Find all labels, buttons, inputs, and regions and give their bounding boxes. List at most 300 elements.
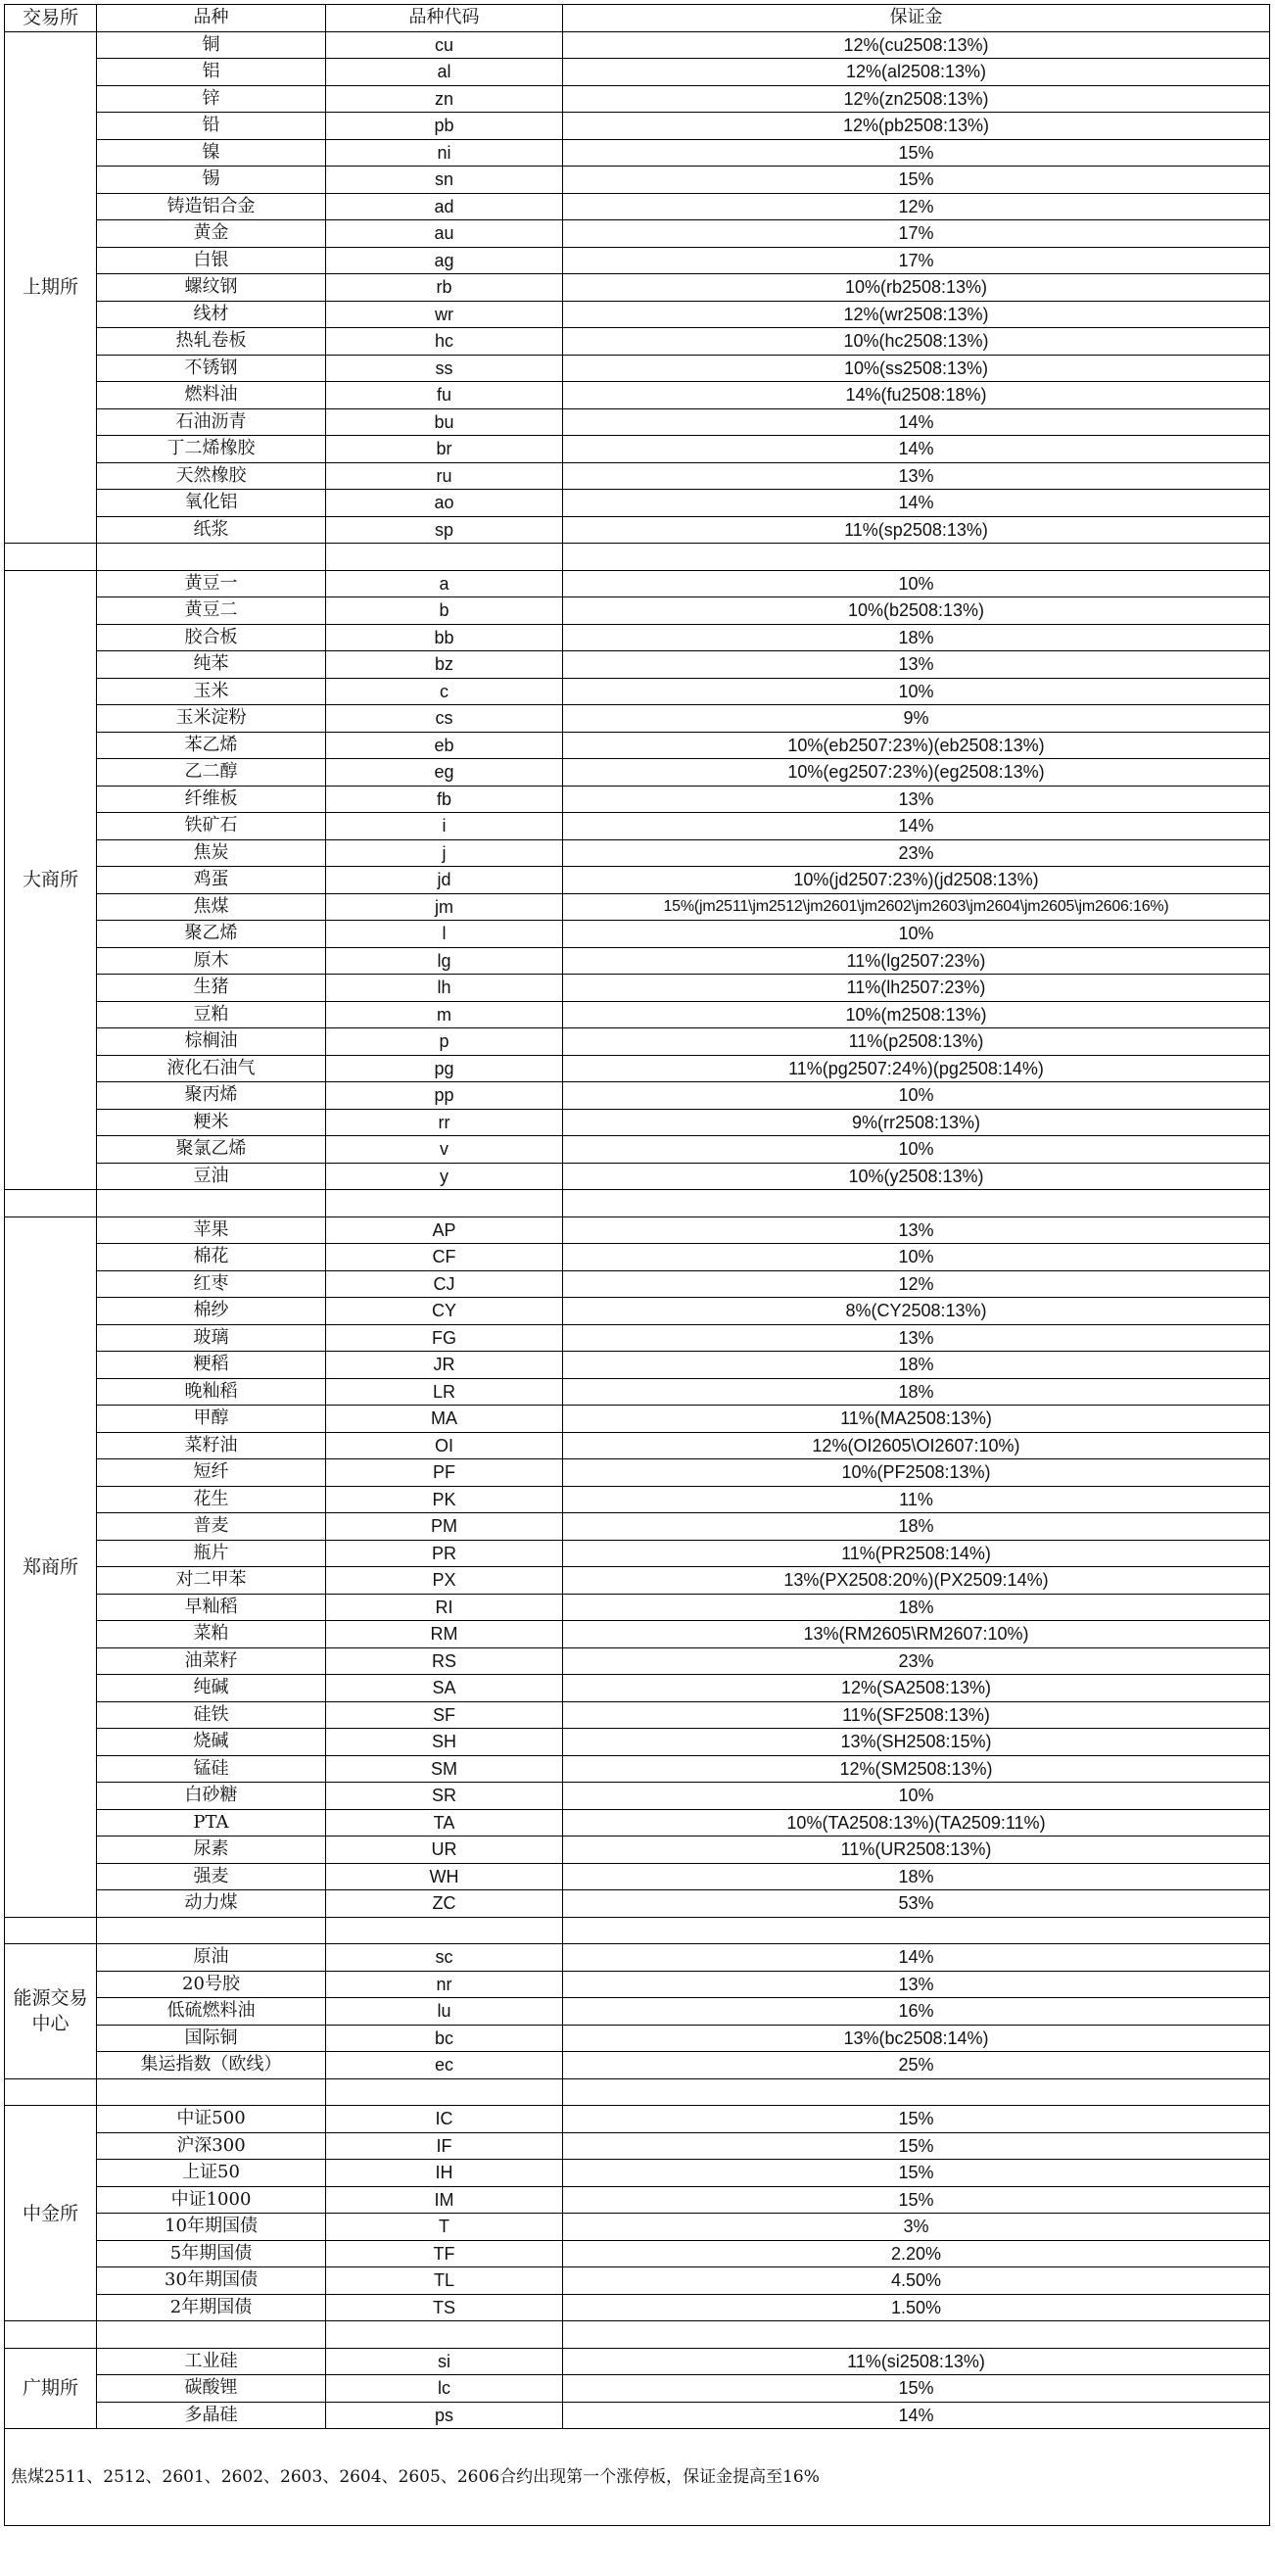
code-cell: lh (326, 975, 563, 1002)
table-row (5, 975, 1270, 1002)
table-row (5, 893, 1270, 921)
product-cell: 30年期国债 (97, 2267, 326, 2295)
code-cell: ps (326, 2402, 563, 2429)
code-cell: fu (326, 382, 563, 409)
code-cell: PF (326, 1459, 563, 1487)
product-cell: 油菜籽 (97, 1647, 326, 1675)
code-cell: ni (326, 139, 563, 167)
margin-cell: 10%(rb2508:13%) (563, 274, 1270, 302)
margin-cell: 11%(si2508:13%) (563, 2348, 1270, 2375)
product-cell: 氧化铝 (97, 490, 326, 517)
product-cell: 焦煤 (97, 893, 326, 921)
product-cell: 多晶硅 (97, 2402, 326, 2429)
product-cell: 菜粕 (97, 1621, 326, 1648)
code-cell: p (326, 1028, 563, 1056)
product-cell: 镍 (97, 139, 326, 167)
table-row (5, 1028, 1270, 1056)
code-cell: wr (326, 301, 563, 328)
product-cell: 碳酸锂 (97, 2375, 326, 2403)
code-cell: PK (326, 1486, 563, 1513)
margin-cell: 23% (563, 839, 1270, 867)
margin-cell: 14% (563, 436, 1270, 463)
margin-cell: 11%(sp2508:13%) (563, 516, 1270, 544)
code-cell: RI (326, 1594, 563, 1621)
table-row (5, 2402, 1270, 2429)
margin-cell: 12%(SA2508:13%) (563, 1675, 1270, 1702)
table-row (5, 1594, 1270, 1621)
product-cell: 对二甲苯 (97, 1567, 326, 1595)
margin-cell: 10%(y2508:13%) (563, 1163, 1270, 1190)
product-cell: 花生 (97, 1486, 326, 1513)
margin-cell: 17% (563, 220, 1270, 248)
code-cell: jd (326, 867, 563, 894)
spacer-row (5, 1190, 1270, 1217)
code-cell: jm (326, 893, 563, 921)
empty-cell (563, 2321, 1270, 2349)
code-cell: SM (326, 1755, 563, 1783)
exchange-cell (5, 570, 97, 1190)
code-cell: IC (326, 2106, 563, 2133)
margin-cell: 12%(zn2508:13%) (563, 85, 1270, 113)
code-cell: IH (326, 2160, 563, 2187)
margin-table (4, 4, 1270, 2526)
margin-cell: 11%(p2508:13%) (563, 1028, 1270, 1056)
margin-cell: 13% (563, 651, 1270, 679)
margin-cell: 10% (563, 1136, 1270, 1164)
table-row (5, 1998, 1270, 2026)
code-cell: TS (326, 2294, 563, 2321)
margin-cell: 14%(fu2508:18%) (563, 382, 1270, 409)
code-cell: ec (326, 2052, 563, 2079)
table-row (5, 1701, 1270, 1729)
empty-cell (326, 544, 563, 571)
margin-cell: 13%(SH2508:15%) (563, 1729, 1270, 1756)
code-cell: bz (326, 651, 563, 679)
code-cell: eb (326, 732, 563, 759)
margin-cell: 14% (563, 490, 1270, 517)
code-cell: SR (326, 1783, 563, 1810)
margin-cell: 13% (563, 1971, 1270, 1998)
product-cell: 螺纹钢 (97, 274, 326, 302)
table-row (5, 839, 1270, 867)
margin-cell: 12%(al2508:13%) (563, 59, 1270, 86)
code-cell: PM (326, 1513, 563, 1541)
exchange-label: 中金所 (22, 2202, 78, 2224)
margin-table-body (5, 5, 1270, 2526)
table-row (5, 1513, 1270, 1541)
code-cell: IM (326, 2186, 563, 2214)
product-cell: 丁二烯橡胶 (97, 436, 326, 463)
table-row (5, 408, 1270, 436)
product-cell: 锡 (97, 167, 326, 194)
product-cell: 纸浆 (97, 516, 326, 544)
product-cell: 中证500 (97, 2106, 326, 2133)
product-cell: 棉花 (97, 1244, 326, 1271)
product-cell: 中证1000 (97, 2186, 326, 2214)
table-row (5, 2160, 1270, 2187)
code-cell: lg (326, 947, 563, 975)
product-cell: 石油沥青 (97, 408, 326, 436)
product-cell: 铜 (97, 31, 326, 59)
code-cell: RS (326, 1647, 563, 1675)
margin-cell: 13%(RM2605\RM2607:10%) (563, 1621, 1270, 1648)
code-cell: OI (326, 1432, 563, 1459)
margin-cell: 10%(PF2508:13%) (563, 1459, 1270, 1487)
footnote: 焦煤2511、2512、2601、2602、2603、2604、2605、2606合约出现第一个涨停板，保证金提高至16% (5, 2429, 1270, 2526)
exchange-cell (5, 2348, 97, 2429)
margin-cell: 10%(m2508:13%) (563, 1001, 1270, 1028)
code-cell: zn (326, 85, 563, 113)
product-cell: 纤维板 (97, 786, 326, 813)
product-cell: 乙二醇 (97, 759, 326, 787)
empty-cell (563, 2078, 1270, 2106)
table-row (5, 2214, 1270, 2241)
margin-cell: 11% (563, 1486, 1270, 1513)
table-row (5, 247, 1270, 274)
product-cell: 菜籽油 (97, 1432, 326, 1459)
table-row (5, 1621, 1270, 1648)
margin-cell: 13%(bc2508:14%) (563, 2025, 1270, 2052)
margin-cell: 15% (563, 2160, 1270, 2187)
table-row (5, 732, 1270, 759)
margin-cell: 14% (563, 1944, 1270, 1972)
margin-cell: 18% (563, 1352, 1270, 1379)
margin-cell: 11%(pg2507:24%)(pg2508:14%) (563, 1055, 1270, 1082)
margin-cell: 15% (563, 167, 1270, 194)
empty-cell (5, 2078, 97, 2106)
table-row (5, 651, 1270, 679)
margin-cell: 15% (563, 139, 1270, 167)
product-cell: 苹果 (97, 1216, 326, 1244)
product-cell: 铝 (97, 59, 326, 86)
margin-cell: 10%(jd2507:23%)(jd2508:13%) (563, 867, 1270, 894)
product-cell: 黄豆二 (97, 597, 326, 625)
exchange-label: 上期所 (22, 276, 78, 299)
product-cell: 粳稻 (97, 1352, 326, 1379)
code-cell: l (326, 921, 563, 948)
margin-cell: 10% (563, 1783, 1270, 1810)
product-cell: 5年期国债 (97, 2240, 326, 2267)
product-cell: 瓶片 (97, 1540, 326, 1567)
table-row (5, 85, 1270, 113)
product-cell: 玉米 (97, 678, 326, 705)
code-cell: sp (326, 516, 563, 544)
table-row (5, 1729, 1270, 1756)
product-cell: 生猪 (97, 975, 326, 1002)
code-cell: cs (326, 705, 563, 733)
margin-cell: 10%(b2508:13%) (563, 597, 1270, 625)
table-row (5, 1298, 1270, 1325)
margin-cell: 4.50% (563, 2267, 1270, 2295)
margin-cell: 15% (563, 2375, 1270, 2403)
product-cell: 聚丙烯 (97, 1082, 326, 1110)
product-cell: 铁矿石 (97, 813, 326, 840)
table-row (5, 570, 1270, 597)
empty-cell (97, 1917, 326, 1944)
margin-cell: 13% (563, 462, 1270, 490)
code-cell: TA (326, 1809, 563, 1837)
product-cell: 工业硅 (97, 2348, 326, 2375)
margin-cell: 11%(lh2507:23%) (563, 975, 1270, 1002)
exchange-label: 能源交易中心 (13, 1987, 88, 2035)
margin-cell: 10%(hc2508:13%) (563, 328, 1270, 356)
table-row (5, 436, 1270, 463)
product-cell: 鸡蛋 (97, 867, 326, 894)
table-row (5, 2052, 1270, 2079)
table-row (5, 1837, 1270, 1864)
margin-cell: 10% (563, 570, 1270, 597)
code-cell: fb (326, 786, 563, 813)
code-cell: RM (326, 1621, 563, 1648)
product-cell: 20号胶 (97, 1971, 326, 1998)
code-cell: MA (326, 1406, 563, 1433)
margin-cell: 15%(jm2511\jm2512\jm2601\jm2602\jm2603\jm2604\jm2605\jm2606:16%) (563, 893, 1270, 921)
spacer-row (5, 544, 1270, 571)
code-cell: WH (326, 1863, 563, 1890)
margin-cell: 12%(SM2508:13%) (563, 1755, 1270, 1783)
margin-cell: 8%(CY2508:13%) (563, 1298, 1270, 1325)
table-row (5, 139, 1270, 167)
code-cell: ad (326, 193, 563, 220)
margin-cell: 18% (563, 1513, 1270, 1541)
table-row (5, 1378, 1270, 1406)
table-row (5, 2106, 1270, 2133)
code-cell: ss (326, 355, 563, 382)
product-cell: 黄豆一 (97, 570, 326, 597)
table-row (5, 301, 1270, 328)
margin-cell: 10%(eb2507:23%)(eb2508:13%) (563, 732, 1270, 759)
table-row (5, 1270, 1270, 1298)
table-row (5, 1001, 1270, 1028)
margin-cell: 10% (563, 678, 1270, 705)
product-cell: 白砂糖 (97, 1783, 326, 1810)
table-row (5, 1163, 1270, 1190)
empty-cell (97, 1190, 326, 1217)
margin-cell: 14% (563, 2402, 1270, 2429)
product-cell: 铅 (97, 113, 326, 140)
product-cell: 上证50 (97, 2160, 326, 2187)
margin-cell: 25% (563, 2052, 1270, 2079)
table-row (5, 1971, 1270, 1998)
table-row (5, 1244, 1270, 1271)
empty-cell (97, 544, 326, 571)
code-cell: AP (326, 1216, 563, 1244)
empty-cell (563, 544, 1270, 571)
table-row (5, 2267, 1270, 2295)
table-row (5, 355, 1270, 382)
code-cell: lu (326, 1998, 563, 2026)
margin-cell: 18% (563, 624, 1270, 651)
margin-cell: 13%(PX2508:20%)(PX2509:14%) (563, 1567, 1270, 1595)
margin-cell: 10%(eg2507:23%)(eg2508:13%) (563, 759, 1270, 787)
product-cell: 烧碱 (97, 1729, 326, 1756)
exchange-label: 大商所 (22, 869, 78, 891)
margin-cell: 15% (563, 2186, 1270, 2214)
table-row (5, 220, 1270, 248)
product-cell: 黄金 (97, 220, 326, 248)
spacer-row (5, 2078, 1270, 2106)
margin-cell: 1.50% (563, 2294, 1270, 2321)
table-row (5, 2025, 1270, 2052)
product-cell: 天然橡胶 (97, 462, 326, 490)
code-cell: bu (326, 408, 563, 436)
margin-cell: 12% (563, 1270, 1270, 1298)
empty-cell (5, 2321, 97, 2349)
table-row (5, 1486, 1270, 1513)
table-row (5, 274, 1270, 302)
margin-cell: 17% (563, 247, 1270, 274)
margin-cell: 11%(SF2508:13%) (563, 1701, 1270, 1729)
table-row (5, 1567, 1270, 1595)
table-row (5, 1755, 1270, 1783)
header-product: 品种 (97, 5, 326, 32)
table-row (5, 1944, 1270, 1972)
margin-cell: 10%(TA2508:13%)(TA2509:11%) (563, 1809, 1270, 1837)
empty-cell (5, 1917, 97, 1944)
margin-cell: 3% (563, 2214, 1270, 2241)
table-row (5, 2348, 1270, 2375)
code-cell: FG (326, 1324, 563, 1352)
code-cell: ag (326, 247, 563, 274)
table-row (5, 193, 1270, 220)
product-cell: 晚籼稻 (97, 1378, 326, 1406)
code-cell: JR (326, 1352, 563, 1379)
margin-cell: 15% (563, 2132, 1270, 2160)
code-cell: T (326, 2214, 563, 2241)
margin-cell: 13% (563, 1216, 1270, 1244)
spacer-row (5, 1917, 1270, 1944)
code-cell: pg (326, 1055, 563, 1082)
margin-cell: 10%(ss2508:13%) (563, 355, 1270, 382)
code-cell: IF (326, 2132, 563, 2160)
product-cell: 豆油 (97, 1163, 326, 1190)
margin-cell: 18% (563, 1594, 1270, 1621)
header-exchange: 交易所 (5, 5, 97, 32)
table-row (5, 31, 1270, 59)
table-row (5, 786, 1270, 813)
product-cell: 液化石油气 (97, 1055, 326, 1082)
margin-cell: 10% (563, 921, 1270, 948)
code-cell: SH (326, 1729, 563, 1756)
code-cell: b (326, 597, 563, 625)
product-cell: 低硫燃料油 (97, 1998, 326, 2026)
margin-cell: 15% (563, 2106, 1270, 2133)
code-cell: sn (326, 167, 563, 194)
margin-cell: 11%(lg2507:23%) (563, 947, 1270, 975)
margin-cell: 11%(UR2508:13%) (563, 1837, 1270, 1864)
code-cell: si (326, 2348, 563, 2375)
code-cell: ZC (326, 1890, 563, 1918)
product-cell: 纯苯 (97, 651, 326, 679)
product-cell: 原木 (97, 947, 326, 975)
code-cell: TF (326, 2240, 563, 2267)
product-cell: 不锈钢 (97, 355, 326, 382)
margin-cell: 13% (563, 786, 1270, 813)
code-cell: ru (326, 462, 563, 490)
code-cell: sc (326, 1944, 563, 1972)
table-row (5, 1216, 1270, 1244)
product-cell: 早籼稻 (97, 1594, 326, 1621)
margin-cell: 10% (563, 1082, 1270, 1110)
table-row (5, 1863, 1270, 1890)
margin-cell: 10% (563, 1244, 1270, 1271)
product-cell: 甲醇 (97, 1406, 326, 1433)
table-row (5, 328, 1270, 356)
product-cell: 玻璃 (97, 1324, 326, 1352)
margin-cell: 14% (563, 408, 1270, 436)
product-cell: 聚氯乙烯 (97, 1136, 326, 1164)
table-row (5, 1109, 1270, 1136)
code-cell: m (326, 1001, 563, 1028)
empty-cell (563, 1917, 1270, 1944)
exchange-cell (5, 31, 97, 544)
code-cell: hc (326, 328, 563, 356)
table-row (5, 1540, 1270, 1567)
header-margin: 保证金 (563, 5, 1270, 32)
code-cell: pp (326, 1082, 563, 1110)
header-row (5, 5, 1270, 32)
margin-cell: 11%(PR2508:14%) (563, 1540, 1270, 1567)
table-row (5, 113, 1270, 140)
product-cell: 10年期国债 (97, 2214, 326, 2241)
table-row (5, 462, 1270, 490)
table-row (5, 1136, 1270, 1164)
table-row (5, 867, 1270, 894)
exchange-label: 郑商所 (22, 1555, 78, 1578)
code-cell: cu (326, 31, 563, 59)
footnote-row (5, 2429, 1270, 2526)
code-cell: CF (326, 1244, 563, 1271)
table-row (5, 1783, 1270, 1810)
product-cell: 线材 (97, 301, 326, 328)
margin-cell: 14% (563, 813, 1270, 840)
margin-cell: 11%(MA2508:13%) (563, 1406, 1270, 1433)
table-row (5, 1082, 1270, 1110)
table-row (5, 1432, 1270, 1459)
table-row (5, 597, 1270, 625)
margin-cell: 13% (563, 1324, 1270, 1352)
margin-cell: 12%(cu2508:13%) (563, 31, 1270, 59)
table-row (5, 2186, 1270, 2214)
table-row (5, 1459, 1270, 1487)
margin-cell: 12%(wr2508:13%) (563, 301, 1270, 328)
product-cell: 强麦 (97, 1863, 326, 1890)
product-cell: 尿素 (97, 1837, 326, 1864)
table-row (5, 2240, 1270, 2267)
code-cell: LR (326, 1378, 563, 1406)
code-cell: ao (326, 490, 563, 517)
empty-cell (326, 2321, 563, 2349)
product-cell: 集运指数（欧线） (97, 2052, 326, 2079)
exchange-label: 广期所 (22, 2377, 78, 2400)
product-cell: 棉纱 (97, 1298, 326, 1325)
code-cell: rr (326, 1109, 563, 1136)
code-cell: au (326, 220, 563, 248)
exchange-cell (5, 1944, 97, 2079)
code-cell: bc (326, 2025, 563, 2052)
margin-cell: 18% (563, 1378, 1270, 1406)
table-row (5, 705, 1270, 733)
table-row (5, 516, 1270, 544)
code-cell: PR (326, 1540, 563, 1567)
code-cell: CY (326, 1298, 563, 1325)
margin-cell: 9% (563, 705, 1270, 733)
table-row (5, 59, 1270, 86)
table-row (5, 1055, 1270, 1082)
product-cell: 锌 (97, 85, 326, 113)
table-row (5, 678, 1270, 705)
exchange-cell (5, 1216, 97, 1917)
